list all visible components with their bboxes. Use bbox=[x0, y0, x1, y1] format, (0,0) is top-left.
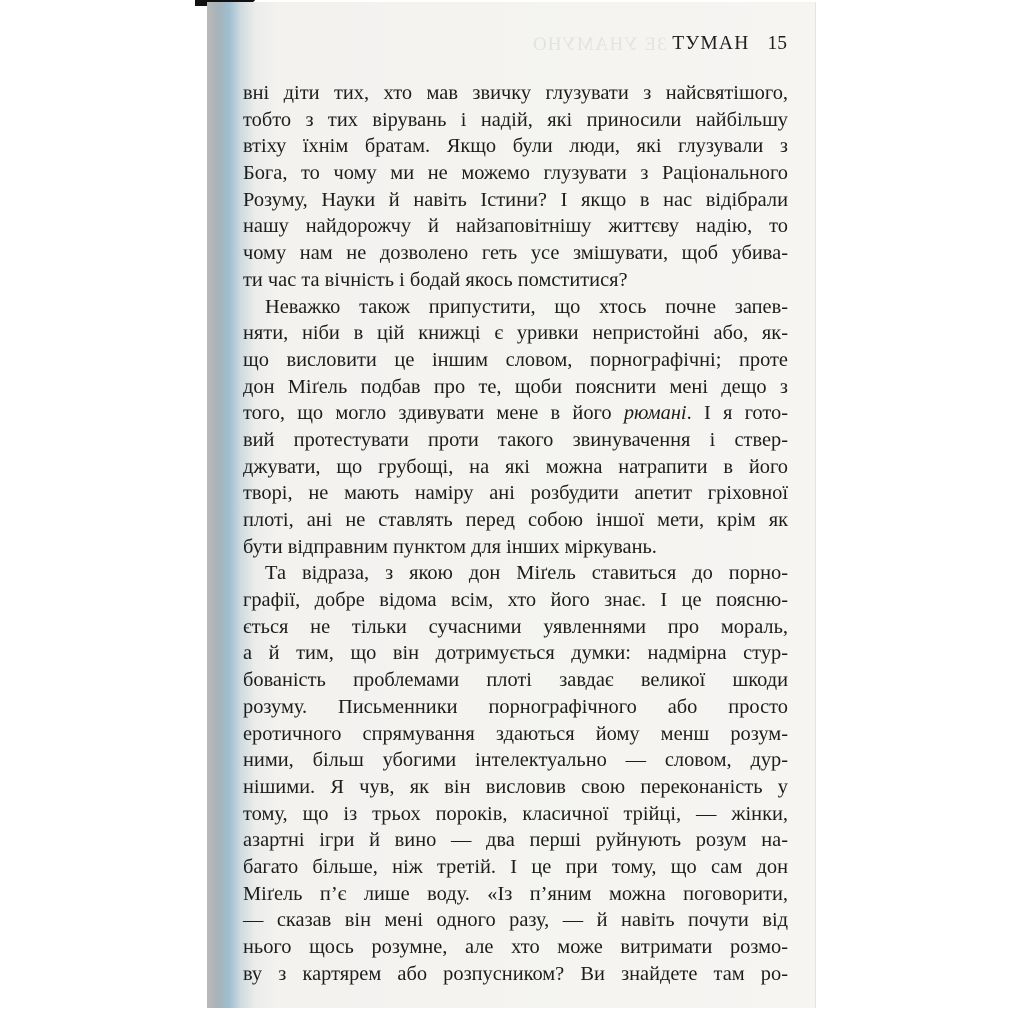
text-line: бованість проблемами плоті завдає великої шкоди bbox=[243, 669, 788, 692]
text-line: графії, добре відома всім, хто його знає. І це поясню- bbox=[243, 589, 788, 612]
running-head-title: ТУМАН bbox=[672, 33, 750, 54]
text-line: дон Міґель подбав про те, щоби пояснити мені дещо з bbox=[243, 375, 788, 398]
running-head bbox=[672, 33, 787, 55]
text-line: бути відправним пунктом для інших міркувань. bbox=[243, 535, 657, 558]
text-line: що висловити це іншим словом, порнографічні; проте bbox=[243, 348, 788, 371]
paragraph bbox=[243, 560, 788, 987]
text-line: еротичного спрямування здаються йому менш розум- bbox=[243, 722, 788, 745]
text-line: джувати, що грубощі, на які можна натрапити в його bbox=[243, 455, 788, 478]
italic-word: рюмані bbox=[623, 402, 687, 425]
text-line: ними, більш убогими інтелектуально — словом, дур- bbox=[243, 749, 788, 772]
text-line: тобто з тих вірувань і надій, які приносили найбільшу bbox=[243, 108, 788, 131]
text-line: Бога, то чому ми не можемо глузувати з Раціонального bbox=[243, 162, 788, 185]
text-line: а й тим, що він дотримується думки: надмірна стур- bbox=[243, 642, 788, 665]
text-line: нішими. Я чув, як він висловив свою переконаність у bbox=[243, 775, 788, 798]
text-line: ти час та вічність і бодай якось помститися? bbox=[243, 268, 628, 291]
text-line: Та відраза, з якою дон Міґель ставиться до порно- bbox=[265, 562, 788, 585]
text-line: вні діти тих, хто мав звичку глузувати з найсвятішого, bbox=[243, 82, 788, 104]
book-page bbox=[207, 2, 816, 1008]
paragraph bbox=[243, 80, 788, 294]
text-line: Міґель п’є лише воду. «Із п’яним можна поговорити, bbox=[243, 882, 788, 905]
paragraph bbox=[243, 294, 788, 561]
text-line: чому нам не дозволено геть усе змішувати, щоб убива- bbox=[243, 242, 788, 265]
text-line: ву з картярем або розпусником? Ви знайдете там ро- bbox=[243, 962, 788, 985]
bleed-through-text: ЗЕ УНАМУНО bbox=[532, 34, 667, 55]
text-line: ється не тільки сучасними уявленнями про мораль, bbox=[243, 615, 788, 638]
text-line: Розуму, Науки й навіть Істини? І якщо в нас відібрали bbox=[243, 188, 788, 211]
text-line: нього щось розумне, але хто може витримати розмо- bbox=[243, 936, 788, 958]
text-line: вий протестувати проти такого звинувачення і ствер- bbox=[243, 428, 788, 451]
text-line: того, що могло здивувати мене в його рюмані. І я гото- bbox=[243, 402, 788, 425]
text-line: тому, що із трьох пороків, класичної трійці, — жінки, bbox=[243, 802, 788, 825]
text-line: азартні ігри й вино — два перші руйнують розум на- bbox=[243, 829, 788, 852]
text-line: творі, не мають наміру ані розбудити апетит гріховної bbox=[243, 482, 788, 505]
text-line: плоті, ані не ставлять перед собою іншої мети, крім як bbox=[243, 509, 788, 531]
text-line: нашу найдорожчу й найзаповітнішу життєву надію, то bbox=[243, 215, 788, 238]
text-line: втіху їхнім братам. Якщо були люди, які глузували з bbox=[243, 135, 788, 158]
text-line: Неважко також припустити, що хтось почне запев- bbox=[265, 295, 788, 318]
page-number: 15 bbox=[767, 33, 787, 54]
text-line: розуму. Письменники порнографічного або просто bbox=[243, 695, 788, 718]
text-line: — сказав він мені одного разу, — й навіть почути від bbox=[243, 909, 788, 932]
text-line: няти, ніби в цій книжці є уривки непристойні або, як- bbox=[243, 322, 788, 345]
body-text bbox=[243, 80, 788, 987]
text-line: багато більше, ніж третій. І це при тому, що сам дон bbox=[243, 855, 788, 878]
